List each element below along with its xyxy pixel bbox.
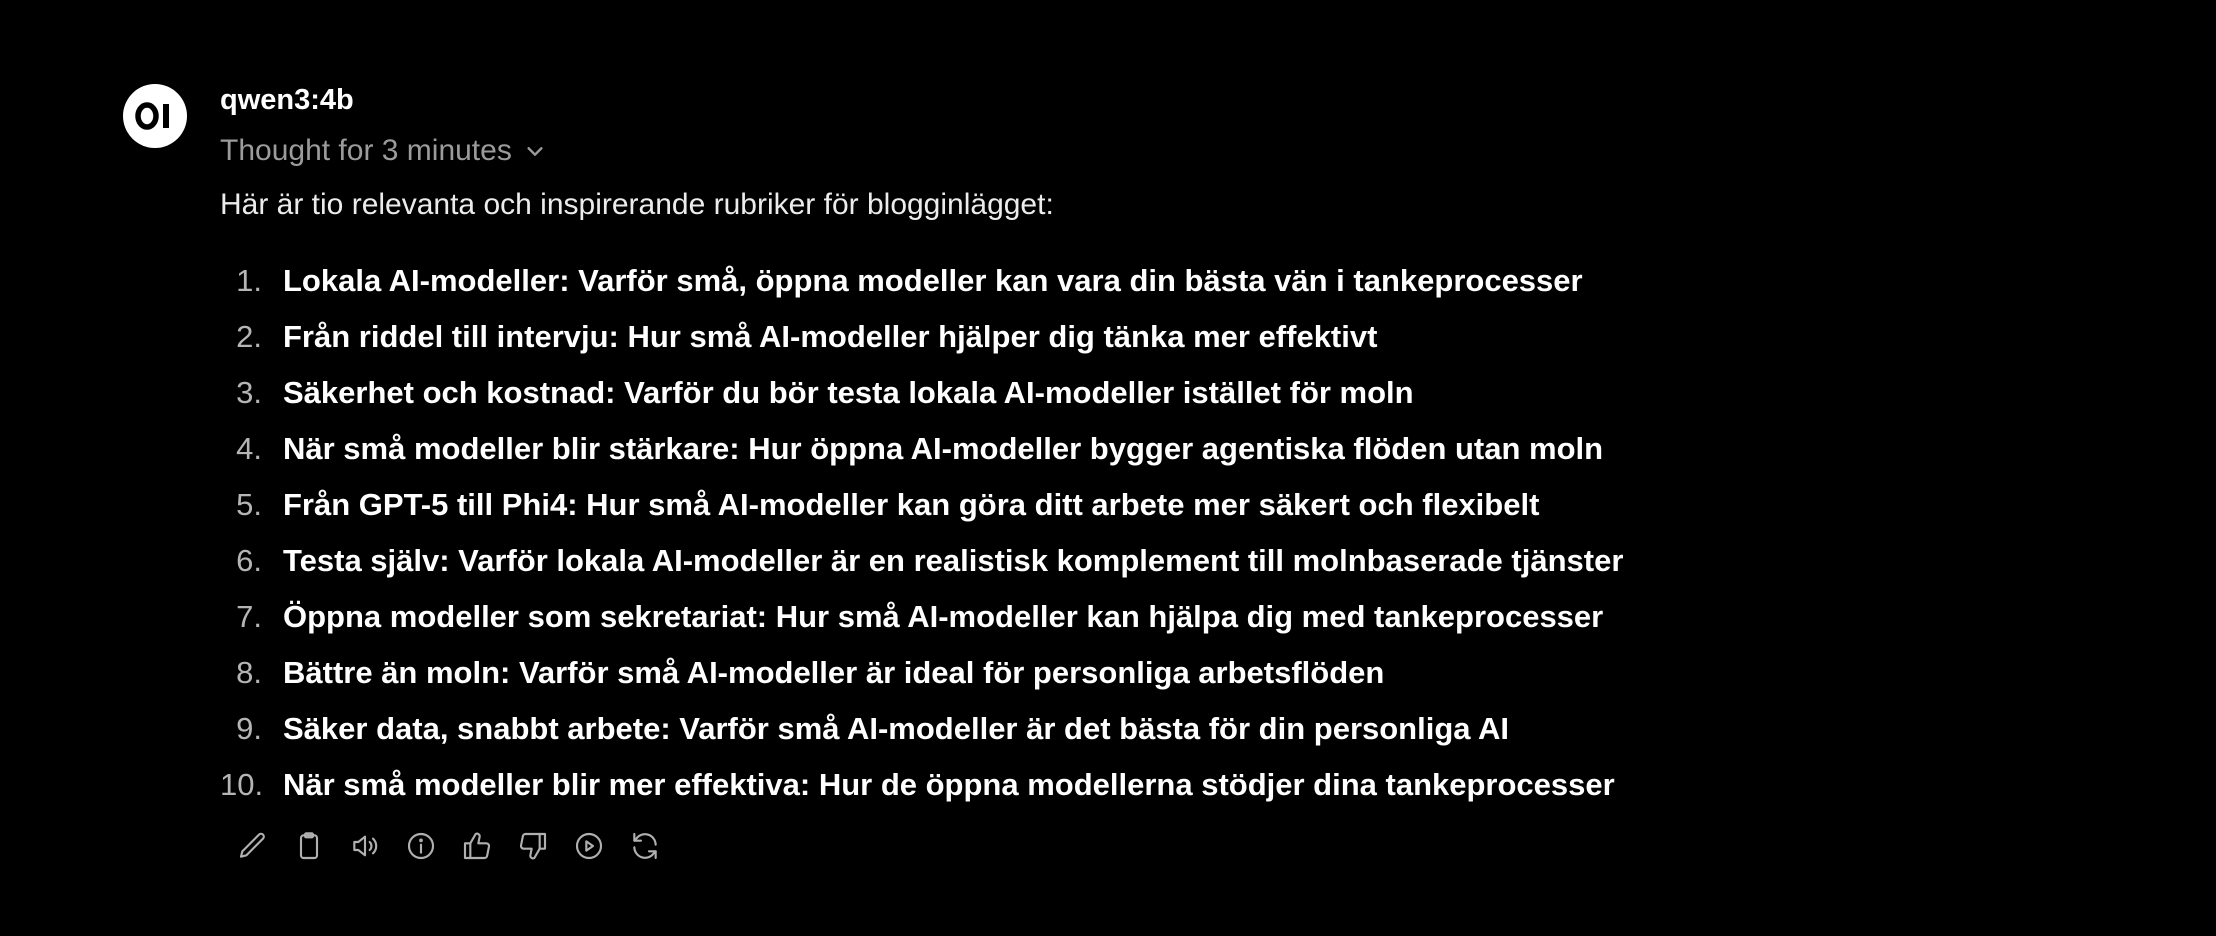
list-number: 9. <box>236 711 262 746</box>
thumbs-up-icon <box>461 830 493 862</box>
list-text: När små modeller blir stärkare: Hur öppna AI-modeller bygger agentiska flöden utan moln <box>283 431 1604 466</box>
list-number: 7. <box>236 599 262 634</box>
pencil-icon <box>237 830 269 862</box>
list-item <box>220 645 2020 701</box>
openwebui-logo-icon <box>135 101 175 131</box>
thought-toggle[interactable] <box>220 131 2020 171</box>
message-actions <box>225 822 673 870</box>
bad-response-button[interactable] <box>505 822 561 870</box>
list-number: 8. <box>236 655 262 690</box>
list-item <box>220 589 2020 645</box>
info-button[interactable] <box>393 822 449 870</box>
model-avatar <box>123 84 187 148</box>
list-number: 1. <box>236 263 262 298</box>
list-text: Från riddel till intervju: Hur små AI-modeller hjälper dig tänka mer effektivt <box>283 319 1378 354</box>
regenerate-button[interactable] <box>617 822 673 870</box>
refresh-icon <box>629 830 661 862</box>
list-number: 5. <box>236 487 262 522</box>
list-text: Lokala AI-modeller: Varför små, öppna modeller kan vara din bästa vän i tankeprocesser <box>283 263 1583 298</box>
edit-button[interactable] <box>225 822 281 870</box>
good-response-button[interactable] <box>449 822 505 870</box>
title-list <box>220 253 2020 813</box>
list-text: Säker data, snabbt arbete: Varför små AI-modeller är det bästa för din personliga AI <box>283 711 1509 746</box>
list-text: Testa själv: Varför lokala AI-modeller är en realistisk komplement till molnbaserade tjänster <box>283 543 1624 578</box>
thumbs-down-icon <box>517 830 549 862</box>
list-text: Bättre än moln: Varför små AI-modeller är ideal för personliga arbetsflöden <box>283 655 1385 690</box>
chevron-down-icon <box>524 140 546 162</box>
list-item <box>220 309 2020 365</box>
continue-response-button[interactable] <box>561 822 617 870</box>
list-item <box>220 365 2020 421</box>
list-item <box>220 477 2020 533</box>
message-content <box>220 80 2020 813</box>
info-icon <box>405 830 437 862</box>
list-item <box>220 533 2020 589</box>
response-intro: Här är tio relevanta och inspirerande rubriker för blogginlägget: <box>220 188 1054 221</box>
list-number: 2. <box>236 319 262 354</box>
list-item <box>220 757 2020 813</box>
list-number: 10. <box>220 767 264 802</box>
read-aloud-button[interactable] <box>337 822 393 870</box>
model-name: qwen3:4b <box>220 84 354 116</box>
speaker-icon <box>349 830 381 862</box>
list-number: 3. <box>236 375 262 410</box>
list-number: 4. <box>236 431 262 466</box>
play-circle-icon <box>573 830 605 862</box>
list-text: Öppna modeller som sekretariat: Hur små AI-modeller kan hjälpa dig med tankeprocesser <box>283 599 1604 634</box>
list-text: Från GPT-5 till Phi4: Hur små AI-modeller kan göra ditt arbete mer säkert och flexibelt <box>283 487 1540 522</box>
list-item <box>220 421 2020 477</box>
list-item <box>220 701 2020 757</box>
copy-button[interactable] <box>281 822 337 870</box>
list-text: Säkerhet och kostnad: Varför du bör testa lokala AI-modeller istället för moln <box>283 375 1414 410</box>
clipboard-icon <box>293 830 325 862</box>
list-number: 6. <box>236 543 262 578</box>
thought-label: Thought for 3 minutes <box>220 134 512 167</box>
list-text: När små modeller blir mer effektiva: Hur de öppna modellerna stödjer dina tankeprocesser <box>283 767 1615 802</box>
list-item <box>220 253 2020 309</box>
